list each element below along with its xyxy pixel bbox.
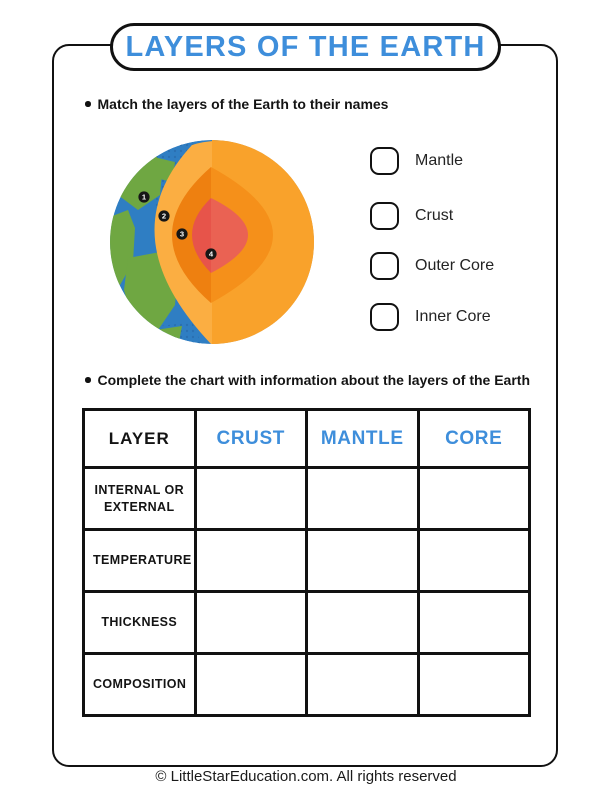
option-label: Crust	[415, 207, 454, 224]
crust-checkbox[interactable]	[370, 202, 399, 230]
answer-cell-core-thickness[interactable]	[418, 592, 530, 654]
header-cell-mantle: MANTLE	[307, 410, 419, 468]
outer-core-checkbox[interactable]	[370, 252, 399, 280]
marker-number: 4	[208, 249, 214, 259]
inner-core-checkbox[interactable]	[370, 303, 399, 331]
layer-marker-2	[158, 210, 169, 221]
instruction-chart	[85, 372, 530, 388]
title-pill	[110, 23, 501, 71]
answer-cell-mantle-internal[interactable]	[307, 468, 419, 530]
layer-marker-4	[205, 248, 216, 259]
option-row-crust	[370, 202, 453, 230]
table-row	[84, 654, 530, 716]
answer-cell-crust-temperature[interactable]	[195, 530, 307, 592]
answer-cell-mantle-thickness[interactable]	[307, 592, 419, 654]
bullet-icon	[85, 377, 91, 383]
header-cell-layer: LAYER	[84, 410, 196, 468]
marker-number: 3	[179, 229, 185, 239]
layer-marker-3	[176, 228, 187, 239]
answer-cell-crust-internal[interactable]	[195, 468, 307, 530]
row-label-thickness: THICKNESS	[84, 592, 196, 654]
layer-marker-1	[138, 191, 149, 202]
marker-number: 1	[141, 192, 147, 202]
row-label-temperature: TEMPERATURE	[84, 530, 196, 592]
answer-cell-core-temperature[interactable]	[418, 530, 530, 592]
instruction-match-text: Match the layers of the Earth to their names	[97, 96, 389, 112]
table-row	[84, 592, 530, 654]
earth-cutaway-diagram	[107, 137, 317, 347]
bullet-icon	[85, 101, 91, 107]
option-row-inner-core	[370, 303, 491, 331]
instruction-chart-text: Complete the chart with information about the layers of the Earth	[97, 372, 530, 388]
table-row	[84, 530, 530, 592]
mantle-checkbox[interactable]	[370, 147, 399, 175]
answer-cell-core-internal[interactable]	[418, 468, 530, 530]
table-header-row	[84, 410, 530, 468]
instruction-match	[85, 96, 388, 112]
option-label: Inner Core	[415, 308, 491, 325]
option-row-outer-core	[370, 252, 494, 280]
option-row-mantle	[370, 147, 463, 175]
row-label-composition: COMPOSITION	[84, 654, 196, 716]
answer-cell-crust-composition[interactable]	[195, 654, 307, 716]
header-cell-core: CORE	[418, 410, 530, 468]
marker-number: 2	[161, 211, 167, 221]
option-label: Outer Core	[415, 257, 495, 274]
match-options	[370, 147, 540, 332]
answer-cell-core-composition[interactable]	[418, 654, 530, 716]
page-title: LAYERS OF THE EARTH	[125, 30, 486, 63]
header-cell-crust: CRUST	[195, 410, 307, 468]
row-label-internal-external: INTERNAL OR EXTERNAL	[84, 468, 196, 530]
option-label: Mantle	[415, 152, 464, 169]
answer-cell-mantle-composition[interactable]	[307, 654, 419, 716]
table-row	[84, 468, 530, 530]
answer-cell-mantle-temperature[interactable]	[307, 530, 419, 592]
answer-cell-crust-thickness[interactable]	[195, 592, 307, 654]
layers-table	[82, 408, 531, 717]
footer-credit: © LittleStarEducation.com. All rights reserved	[155, 768, 457, 785]
